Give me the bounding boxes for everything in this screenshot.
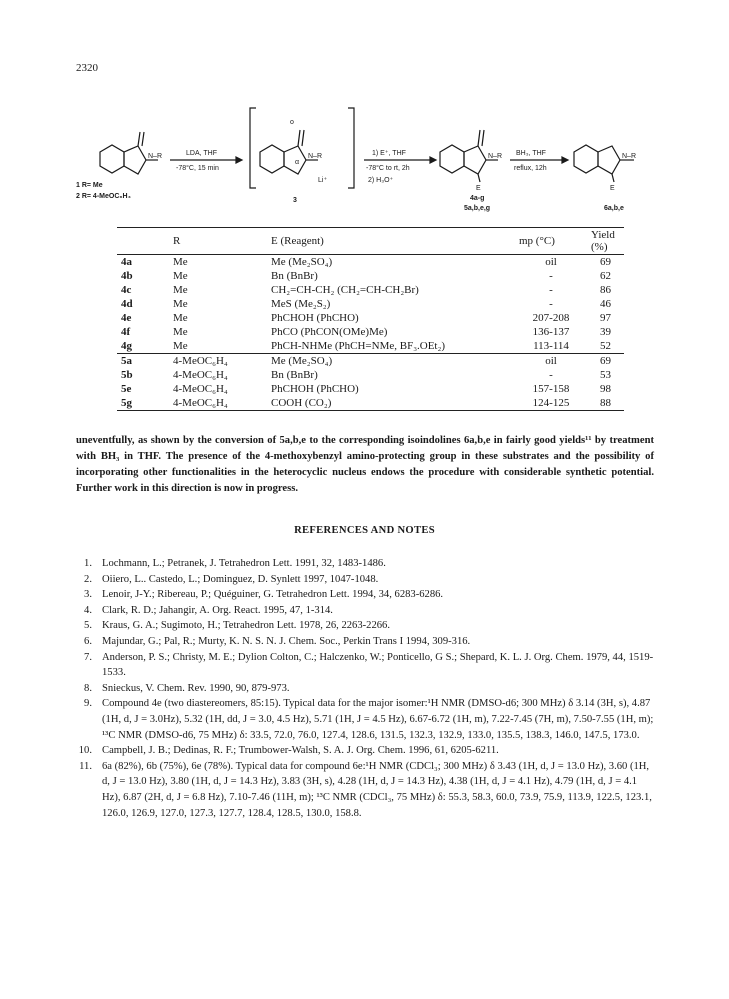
col-header-r: R <box>169 228 267 255</box>
step1-reagent: LDA, THF <box>186 150 217 157</box>
e-cell: PhCHOH (PhCHO) <box>271 312 359 324</box>
nr-label-4: N–R <box>488 153 503 160</box>
reference-text: Oiiero, L.. Castedo, L.; Dominguez, D. Synlett 1997, 1047-1048. <box>102 573 379 585</box>
starting-compounds-legend <box>76 180 131 202</box>
reference-text: Lochmann, L.; Petranek, J. Tetrahedron Lett. 1991, 32, 1483-1486. <box>102 558 386 569</box>
compound-id: 5b <box>121 369 133 381</box>
r-cell: Me <box>173 326 188 338</box>
reference-number: 7. <box>84 651 92 663</box>
reference-text: Lenoir, J-Y.; Ribereau, P.; Quéguiner, G. Tetrahedron Lett. 1994, 34, 6283-6286. <box>102 589 444 601</box>
table-header-row <box>117 228 624 255</box>
mp-cell: - <box>549 284 553 296</box>
e-cell: CH₂=CH-CH₂ (CH₂=CH-CH₂Br) <box>271 284 419 296</box>
reference-item <box>76 696 656 743</box>
r-cell: Me <box>173 270 188 282</box>
reference-item <box>76 618 656 634</box>
mp-cell: 136-137 <box>532 326 570 338</box>
reference-item <box>76 587 656 603</box>
e-cell: COOH (CO₂) <box>267 396 515 411</box>
isoindoline-structure <box>574 145 637 182</box>
reference-number: 6. <box>84 635 92 647</box>
o-label: o <box>290 119 294 126</box>
nr-label-3: N–R <box>308 153 323 160</box>
r-cell: Me <box>169 339 267 354</box>
yield-cell: 52 <box>587 339 624 354</box>
reference-item <box>76 572 656 588</box>
yield-cell: 53 <box>600 369 611 381</box>
e-sub-4: E <box>476 185 481 192</box>
table-row <box>117 325 624 339</box>
intermediate-label: 3 <box>293 197 297 204</box>
step2-condition: -78°C to rt, 2h <box>366 165 410 172</box>
reference-number: 3. <box>84 589 92 601</box>
reference-item <box>76 556 656 572</box>
table-row <box>117 368 624 382</box>
e-cell: PhCH-NHMe (PhCH=NMe, BF₃.OEt₂) <box>267 339 515 354</box>
reference-number: 10. <box>78 745 92 757</box>
references-list <box>76 556 656 821</box>
reference-item <box>76 743 656 759</box>
table-row <box>117 255 624 270</box>
step3-reagent: BH₃, THF <box>516 150 546 157</box>
li-label: Li⁺ <box>318 177 328 184</box>
reference-item <box>76 634 656 650</box>
alpha-label: α <box>295 159 300 166</box>
e-cell: Bn (BnBr) <box>271 270 318 282</box>
compound-2-label: 2 R= 4-MeOC₆H₄ <box>76 193 131 200</box>
table-row <box>117 339 624 354</box>
step2-reagent2: 2) H₃O⁺ <box>368 177 394 184</box>
yield-cell: 39 <box>600 326 611 338</box>
compound-id: 4a <box>121 256 132 268</box>
reaction-scheme <box>90 100 650 220</box>
product-label: 4a-g <box>470 195 485 202</box>
mp-cell: 207-208 <box>532 312 570 324</box>
mp-cell: 124-125 <box>515 396 587 411</box>
col-header-e: E (Reagent) <box>267 228 515 255</box>
reference-item <box>76 650 656 681</box>
compound-1-label: 1 R= Me <box>76 182 103 189</box>
reference-number: 9. <box>84 698 92 710</box>
r-cell: 4-MeOC₆H₄ <box>169 396 267 411</box>
table-row <box>117 382 624 396</box>
compound-id: 4d <box>121 298 133 310</box>
mp-cell: - <box>549 270 553 282</box>
nr-label-6: N–R <box>622 153 637 160</box>
r-cell: 4-MeOC₆H₄ <box>173 355 228 367</box>
compound-id: 4f <box>121 326 131 338</box>
reference-text: Campbell, J. B.; Dedinas, R. F.; Trumbower-Walsh, S. A. J. Org. Chem. 1996, 61, 6205-6211. <box>102 745 499 757</box>
reference-item <box>76 681 656 697</box>
e-cell: Me (Me₂SO₄) <box>271 256 333 268</box>
reference-item <box>76 759 656 821</box>
r-cell: Me <box>173 256 188 268</box>
step2-reagent1: 1) E⁺, THF <box>372 150 406 157</box>
mp-cell: oil <box>545 355 557 367</box>
r-cell: Me <box>173 312 188 324</box>
reference-text: Compound 4e (two diastereomers, 85:15). Typical data for the major isomer:¹H NMR (DMSO-d6; 300 MHz) δ 3.14 (3H, s), 4.87 (1H, d, J = 3.0Hz), 5.32 (1H, dd, J = 3.0, 4.5 Hz), 5.71 (1H, J = 4.5 Hz), 6.67-6.72 (1H, m), 7.22-7.45 (7H, m), 7.50-7.55 (1H, m); ¹³C NMR (DMSO-d6, 75 MHz) δ: 33.5, 72.0, 76.0, 127.4, 128.6, 131.5, 132.3, 132.9, 133.0, 135.5, 138.3, 146.0, 147.5, 173.0. <box>102 698 654 741</box>
yield-cell: 62 <box>600 270 611 282</box>
mp-cell: 157-158 <box>532 383 570 395</box>
mp-cell: oil <box>545 256 557 268</box>
lithiated-intermediate-structure <box>260 130 318 174</box>
reference-number: 2. <box>84 573 92 585</box>
r-cell: 4-MeOC₆H₄ <box>173 383 228 395</box>
mp-cell: 113-114 <box>515 339 587 354</box>
table-row <box>117 283 624 297</box>
references-heading: REFERENCES AND NOTES <box>294 525 435 536</box>
compound-id: 5e <box>121 383 132 395</box>
nr-label-1: N–R <box>148 153 163 160</box>
compound-id: 4c <box>121 284 132 296</box>
table-row <box>117 354 624 369</box>
step1-condition: -78°C, 15 min <box>176 165 219 172</box>
yield-cell: 69 <box>600 256 611 268</box>
e-sub-6: E <box>610 185 615 192</box>
compound-id: 5a <box>121 355 132 367</box>
e-cell: Me (Me₂SO₄) <box>271 355 333 367</box>
r-cell: Me <box>173 284 188 296</box>
yield-cell: 69 <box>600 355 611 367</box>
e-cell: PhCHOH (PhCHO) <box>271 383 359 395</box>
compound-id: 4b <box>121 270 133 282</box>
mp-cell: - <box>549 369 553 381</box>
compound-id: 5g <box>117 396 169 411</box>
reference-text: Kraus, G. A.; Sugimoto, H.; Tetrahedron Lett. 1978, 26, 2263-2266. <box>102 620 391 632</box>
yield-cell: 86 <box>600 284 611 296</box>
compound-id: 4g <box>117 339 169 354</box>
reference-number: 5. <box>84 620 92 632</box>
reference-text: Clark, R. D.; Jahangir, A. Org. React. 1995, 47, 1-314. <box>102 604 333 616</box>
body-paragraph: uneventfully, as shown by the conversion of 5a,b,e to the corresponding isoindolines 6a,b,e in fairly good yields¹¹ by treatment with BH₃ in THF. The presence of the 4-methoxybenzyl amino-protecting group in these substrates and the possibility of incorporating other functionalities in the heterocyclic nucleus endows the procedure with considerable synthetic potential. Further work in this direction is now in progress. <box>76 435 654 494</box>
table-row <box>117 269 624 283</box>
yield-cell: 46 <box>600 298 611 310</box>
yield-cell: 98 <box>600 383 611 395</box>
step3-condition: reflux, 12h <box>514 165 547 172</box>
results-table <box>117 227 624 411</box>
mp-cell: - <box>549 298 553 310</box>
page-number: 2320 <box>76 62 98 74</box>
e-cell: Bn (BnBr) <box>271 369 318 381</box>
yield-cell: 88 <box>587 396 624 411</box>
e-cell: MeS (Me₂S₂) <box>271 298 331 310</box>
reference-text: Majundar, G.; Pal, R.; Murty, K. N. S. N. J. Chem. Soc., Perkin Trans I 1994, 309-316. <box>102 635 471 647</box>
reference-text: Snieckus, V. Chem. Rev. 1990, 90, 879-973. <box>102 682 290 694</box>
col-header-mp: mp (°C) <box>515 228 587 255</box>
table-row <box>117 297 624 311</box>
yield-cell: 97 <box>600 312 611 324</box>
e-cell: PhCO (PhCON(OMe)Me) <box>271 326 388 338</box>
compound-id: 4e <box>121 312 132 324</box>
reference-number: 1. <box>84 558 92 569</box>
reference-text: 6a (82%), 6b (75%), 6e (78%). Typical data for compound 6e:¹H NMR (CDCl₃; 300 MHz) δ 3.43 (1H, d, J = 13.0 Hz), 3.60 (1H, d, J = 13.0 Hz), 3.80 (1H, d, J = 14.3 Hz), 3.83 (3H, s), 4.28 (1H, d, J = 14.3 Hz), 4.38 (1H, d, J = 4.1 Hz), 4.79 (1H, d, J = 4.1 Hz), 6.87 (2H, d, J = 6.8 Hz), 7.10-7.46 (11H, m); ¹³C NMR (CDCl₃, 75 MHz) δ: 55.3, 58.3, 60.0, 73.9, 75.9, 113.9, 122.5, 123.1, 126.0, 126.9, 127.0, 127.3, 127.7, 128.4, 128.5, 130.0, 158.8. <box>102 760 652 819</box>
reference-number: 4. <box>84 604 92 616</box>
final-label: 6a,b,e <box>604 205 624 212</box>
r-cell: Me <box>173 298 188 310</box>
reference-item <box>76 603 656 619</box>
table-row <box>117 311 624 325</box>
product-label-2: 5a,b,e,g <box>464 205 491 212</box>
r-cell: 4-MeOC₆H₄ <box>173 369 228 381</box>
reference-number: 8. <box>84 682 92 694</box>
reference-text: Anderson, P. S.; Christy, M. E.; Dylion Colton, C.; Halczenko, W.; Ponticello, G S.; Shepard, K. L. J. Org. Chem. 1979, 44, 1519-1533. <box>102 651 654 679</box>
col-header-yield: Yield (%) <box>587 228 624 255</box>
table-row <box>117 396 624 411</box>
reference-number: 11. <box>79 760 92 772</box>
